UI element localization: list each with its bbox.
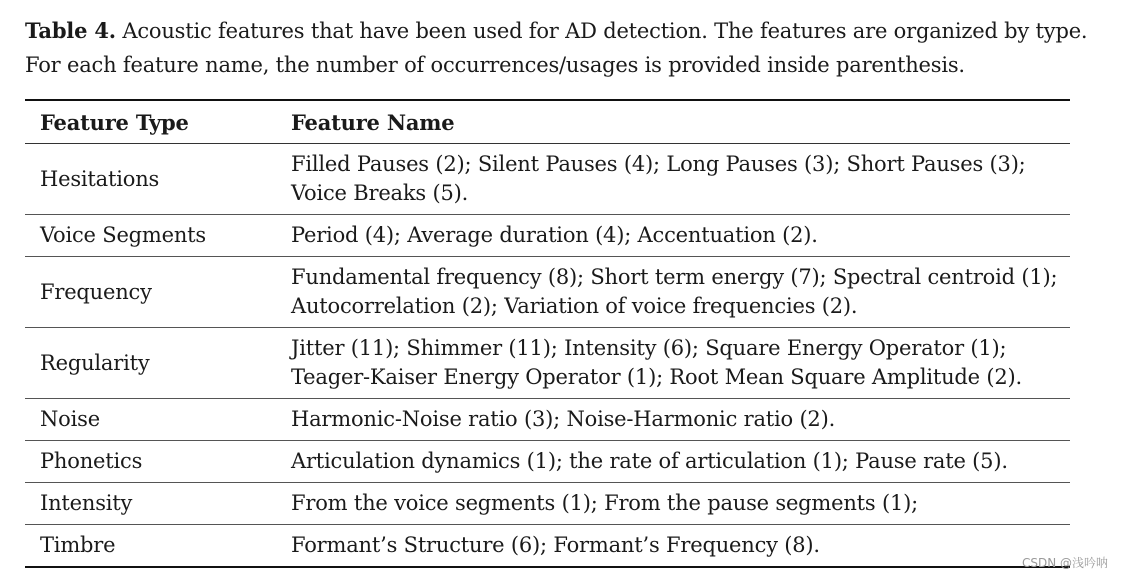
cell-feature-type: Phonetics bbox=[25, 441, 276, 483]
feature-table bbox=[25, 99, 1070, 568]
table-header-row bbox=[25, 100, 1070, 144]
cell-feature-type: Regularity bbox=[25, 328, 276, 399]
table-row bbox=[25, 215, 1070, 257]
cell-feature-type: Hesitations bbox=[25, 144, 276, 215]
table-caption-text: Acoustic features that have been used for AD detection. The features are organized by type. For each feature name, the number of occurrences/usages is provided inside parenthesis. bbox=[25, 19, 1088, 77]
cell-feature-type: Frequency bbox=[25, 257, 276, 328]
table-caption bbox=[25, 14, 1105, 82]
table-row bbox=[25, 257, 1070, 328]
table-row bbox=[25, 328, 1070, 399]
cell-feature-type: Voice Segments bbox=[25, 215, 276, 257]
table-row bbox=[25, 144, 1070, 215]
cell-feature-name: From the voice segments (1); From the pause segments (1); bbox=[276, 483, 1070, 525]
cell-feature-name: Fundamental frequency (8); Short term energy (7); Spectral centroid (1); Autocorrelation (2); Variation of voice frequencies (2). bbox=[276, 257, 1070, 328]
cell-feature-type: Intensity bbox=[25, 483, 276, 525]
cell-feature-name: Articulation dynamics (1); the rate of articulation (1); Pause rate (5). bbox=[276, 441, 1070, 483]
cell-feature-name: Period (4); Average duration (4); Accentuation (2). bbox=[276, 215, 1070, 257]
table-row bbox=[25, 399, 1070, 441]
header-feature-type: Feature Type bbox=[25, 100, 276, 144]
cell-feature-name: Formant’s Structure (6); Formant’s Frequency (8). bbox=[291, 533, 820, 557]
table-row bbox=[25, 441, 1070, 483]
table-row bbox=[25, 525, 1070, 568]
table-row bbox=[25, 483, 1070, 525]
watermark: CSDN @浅吟呐 bbox=[1021, 556, 1108, 570]
cell-feature-name: Harmonic-Noise ratio (3); Noise-Harmonic ratio (2). bbox=[276, 399, 1070, 441]
cell-feature-type: Noise bbox=[25, 399, 276, 441]
cell-feature-name: Filled Pauses (2); Silent Pauses (4); Long Pauses (3); Short Pauses (3); Voice Breaks (5). bbox=[276, 144, 1070, 215]
cell-feature-name: Jitter (11); Shimmer (11); Intensity (6); Square Energy Operator (1); Teager-Kaiser Energy Operator (1); Root Mean Square Amplitude (2). bbox=[276, 328, 1070, 399]
cell-feature-type: Timbre bbox=[40, 533, 116, 557]
header-feature-name: Feature Name bbox=[276, 100, 1070, 144]
table-caption-label: Table 4. bbox=[25, 18, 116, 43]
